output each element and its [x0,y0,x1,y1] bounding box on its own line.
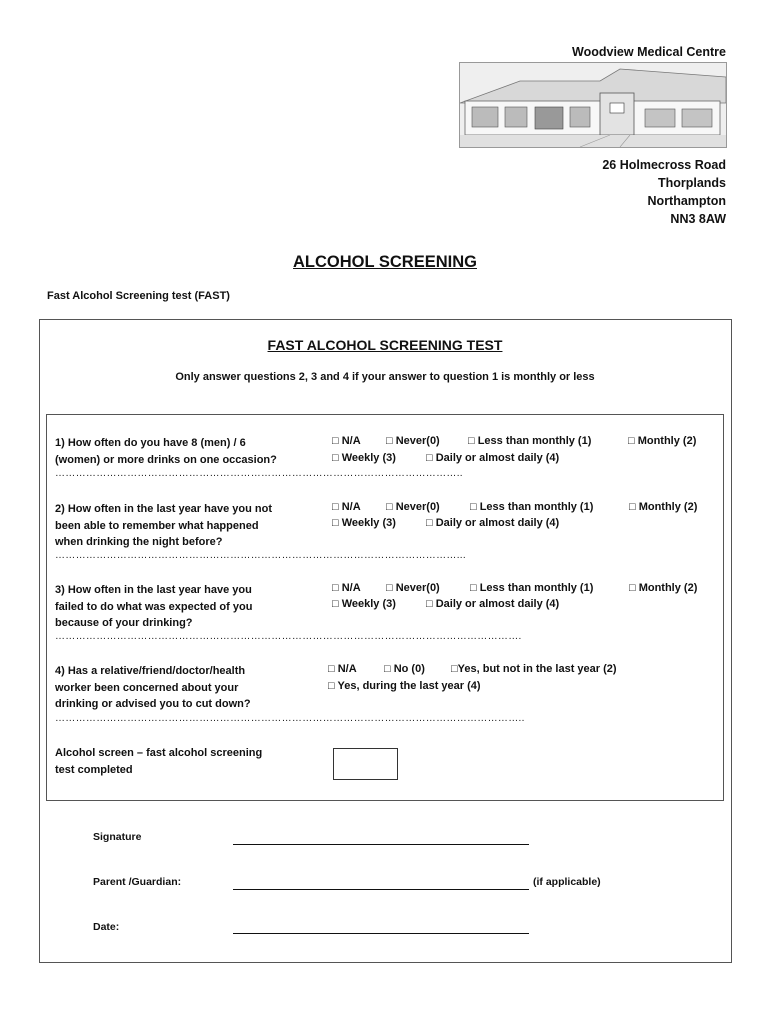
q1-option-weekly[interactable]: □ Weekly (3) [332,452,396,464]
q1-option-less-than-monthly[interactable]: □ Less than monthly (1) [468,435,592,447]
question-4 [55,663,325,713]
signature-line[interactable] [233,844,529,845]
question-1-line-2: (women) or more drinks on one occasion? [55,453,277,466]
screen-completed-label [55,745,315,778]
q4-option-yes-not-last-year[interactable]: □Yes, but not in the last year (2) [451,663,617,675]
date-line[interactable] [233,933,529,934]
q1-dotted-line: ……………………………………………………………………………………………………….. [55,468,463,479]
question-2-line-2: been able to remember what happened [55,519,259,532]
question-1-line-1: 1) How often do you have 8 (men) / 6 [55,437,246,449]
signature-label: Signature [93,831,142,843]
q3-option-na[interactable]: □ N/A [332,582,361,594]
q3-option-weekly[interactable]: □ Weekly (3) [332,598,396,610]
question-3-line-1: 3) How often in the last year have you [55,584,252,596]
q4-option-na[interactable]: □ N/A [328,663,357,675]
q2-option-daily[interactable]: □ Daily or almost daily (4) [426,517,560,529]
question-4-line-3: drinking or advised you to cut down? [55,698,251,710]
q1-option-daily[interactable]: □ Daily or almost daily (4) [426,452,560,464]
question-2-line-1: 2) How often in the last year have you not [55,503,272,515]
q3-option-less-than-monthly[interactable]: □ Less than monthly (1) [470,582,594,594]
screen-completed-input[interactable] [333,748,398,780]
question-4-line-1: 4) Has a relative/friend/doctor/health [55,665,246,677]
clinic-building-photo [459,62,727,148]
question-1 [55,435,325,468]
q3-option-monthly[interactable]: □ Monthly (2) [629,582,698,594]
screen-completed-line-1: Alcohol screen – fast alcohol screening [55,747,263,759]
q1-option-never[interactable]: □ Never(0) [386,435,440,447]
q2-option-weekly[interactable]: □ Weekly (3) [332,517,396,529]
parent-guardian-line[interactable] [233,889,529,890]
clinic-address [602,156,726,228]
q3-dotted-line: ………………………………………………………………………………………………………………………. [55,631,522,642]
question-3-line-2: failed to do what was expected of you [55,600,253,613]
q1-option-monthly[interactable]: □ Monthly (2) [628,435,697,447]
q4-dotted-line: ……………………………………………………………………………………………………………………….. [55,713,525,724]
q2-option-less-than-monthly[interactable]: □ Less than monthly (1) [470,501,594,513]
q4-option-no[interactable]: □ No (0) [384,663,425,675]
question-4-line-2: worker been concerned about your [55,681,239,694]
form-box-title: FAST ALCOHOL SCREENING TEST [267,337,503,353]
form-instruction: Only answer questions 2, 3 and 4 if your answer to question 1 is monthly or less [175,371,595,383]
clinic-name: Woodview Medical Centre [572,45,726,59]
question-3-line-3: because of your drinking? [55,617,193,629]
address-line-4: NN3 8AW [670,212,726,226]
question-2-line-3: when drinking the night before? [55,536,223,548]
q2-option-na[interactable]: □ N/A [332,501,361,513]
parent-guardian-label: Parent /Guardian: [93,876,182,888]
q3-option-daily[interactable]: □ Daily or almost daily (4) [426,598,560,610]
question-3 [55,582,325,632]
q2-option-monthly[interactable]: □ Monthly (2) [629,501,698,513]
q1-option-na[interactable]: □ N/A [332,435,361,447]
clinic-building-sketch-icon [460,63,726,147]
q2-dotted-line: ………………………………………………………………………………………………………... [55,550,466,561]
q3-option-never[interactable]: □ Never(0) [386,582,440,594]
address-line-1: 26 Holmecross Road [602,158,726,172]
date-label: Date: [93,921,120,933]
page-title: ALCOHOL SCREENING [293,253,477,271]
page-subtitle: Fast Alcohol Screening test (FAST) [47,290,230,302]
q2-option-never[interactable]: □ Never(0) [386,501,440,513]
screen-completed-line-2: test completed [55,763,133,776]
if-applicable-note: (if applicable) [533,876,601,888]
q4-option-yes-last-year[interactable]: □ Yes, during the last year (4) [328,680,481,692]
address-line-2: Thorplands [657,176,726,190]
question-2 [55,501,330,551]
address-line-3: Northampton [647,194,726,208]
